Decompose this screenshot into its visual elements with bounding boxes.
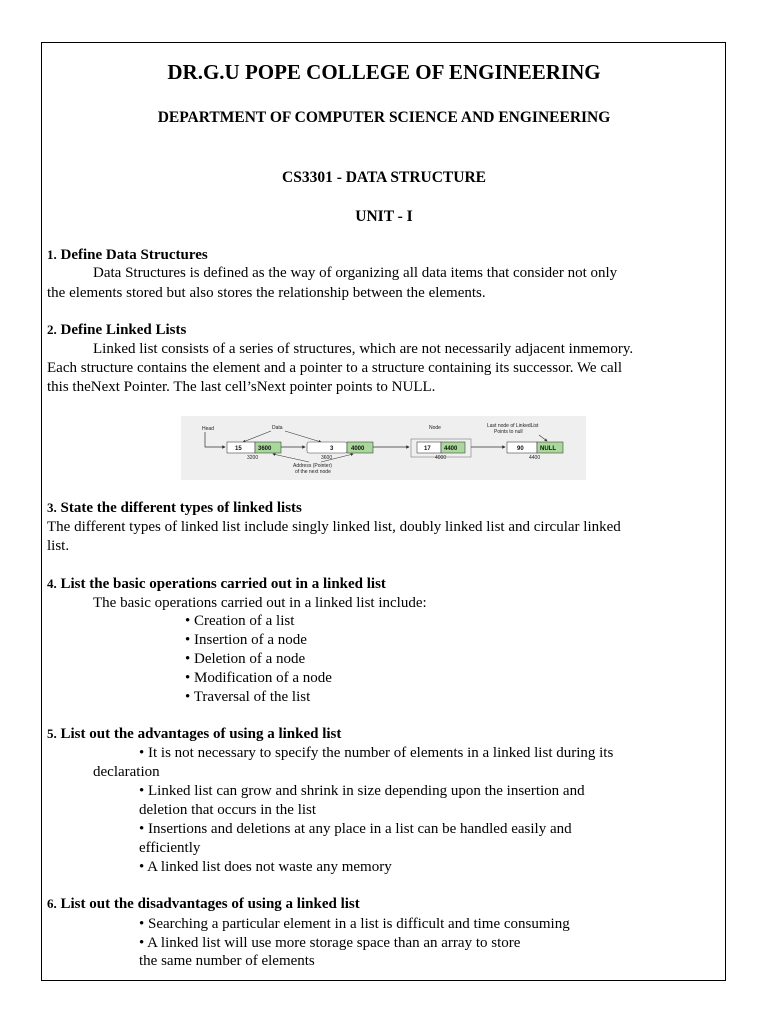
list-item: • Creation of a list (185, 613, 295, 629)
linked-list-diagram (181, 416, 586, 480)
node-address: 3600 (321, 455, 333, 461)
question-number: 2. (47, 322, 57, 337)
node-value: 3 (330, 446, 334, 452)
question-2-heading (47, 322, 186, 339)
question-title: Define Linked Lists (60, 322, 187, 338)
node-value: 90 (517, 446, 524, 452)
answer-line: list. (47, 538, 70, 554)
answer-intro: The basic operations carried out in a linked list include: (93, 595, 427, 611)
last-node-note: Last node of LinkedList (487, 423, 539, 429)
list-item: • A linked list does not waste any memory (139, 859, 392, 875)
answer-line: the elements stored but also stores the relationship between the elements. (47, 285, 486, 301)
node-label: Node (429, 425, 441, 431)
question-4-heading (47, 576, 386, 593)
last-node-note: Points to null (494, 429, 523, 435)
address-label: Address (Pointer) (293, 463, 332, 469)
node-pointer: NULL (540, 446, 556, 452)
answer-line: Each structure contains the element and a pointer to a structure containing its successor. We call (47, 360, 622, 376)
head-arrow (205, 432, 225, 447)
list-item: • Traversal of the list (185, 689, 311, 705)
linked-list-svg (181, 416, 586, 480)
list-item: • Searching a particular element in a list is difficult and time consuming (139, 916, 570, 932)
question-5-heading (47, 726, 341, 743)
answer-line: this theNext Pointer. The last cell’sNext pointer points to NULL. (47, 379, 436, 395)
list-item: • A linked list will use more storage space than an array to store (139, 935, 521, 951)
node-pointer: 3600 (258, 446, 272, 452)
question-number: 6. (47, 896, 57, 911)
list-item: • Deletion of a node (185, 651, 306, 667)
course-title: CS3301 - DATA STRUCTURE (282, 169, 486, 186)
college-title: DR.G.U POPE COLLEGE OF ENGINEERING (167, 60, 601, 84)
list-item-continued: efficiently (139, 840, 201, 856)
data-arrow (285, 431, 321, 442)
node-value-cell (307, 442, 347, 453)
answer-line: Linked list consists of a series of structures, which are not necessarily adjacent inmemory. (93, 341, 634, 357)
answer-line: Data Structures is defined as the way of organizing all data items that consider not only (93, 265, 618, 281)
question-3-heading (47, 500, 302, 517)
list-item: • Insertions and deletions at any place in a list can be handled easily and (139, 821, 572, 837)
address-arrow (273, 454, 309, 462)
node-value: 17 (424, 446, 431, 452)
list-item-continued: the same number of elements (139, 953, 315, 969)
question-6-heading (47, 896, 360, 913)
list-item: • It is not necessary to specify the number of elements in a linked list during its (139, 745, 614, 761)
question-title: State the different types of linked lists (60, 500, 302, 516)
question-number: 1. (47, 247, 57, 262)
null-arrow (539, 435, 547, 441)
list-item: • Modification of a node (185, 670, 332, 686)
list-item-continued: declaration (93, 764, 160, 780)
head-label: Head (202, 426, 214, 432)
question-title: Define Data Structures (60, 247, 208, 263)
node-pointer: 4000 (351, 446, 365, 452)
unit-title: UNIT - I (355, 208, 413, 225)
list-item: • Insertion of a node (185, 632, 307, 648)
question-title: List the basic operations carried out in a linked list (60, 576, 386, 592)
data-label: Data (272, 425, 283, 431)
node-value: 15 (235, 446, 242, 452)
question-number: 5. (47, 726, 57, 741)
question-number: 4. (47, 576, 57, 591)
question-title: List out the disadvantages of using a linked list (60, 896, 360, 912)
node-pointer: 4400 (444, 446, 458, 452)
node-address: 4000 (435, 455, 447, 461)
answer-line: The different types of linked list include singly linked list, doubly linked list and circular linked (47, 519, 621, 535)
question-title: List out the advantages of using a linked list (60, 726, 342, 742)
question-number: 3. (47, 500, 57, 515)
list-item-continued: deletion that occurs in the list (139, 802, 317, 818)
node-address: 3200 (247, 455, 259, 461)
question-1-heading (47, 247, 208, 264)
list-item: • Linked list can grow and shrink in size depending upon the insertion and (139, 783, 585, 799)
node-address: 4400 (529, 455, 541, 461)
data-arrow (243, 431, 271, 442)
address-label: of the next node (295, 469, 331, 475)
department-title: DEPARTMENT OF COMPUTER SCIENCE AND ENGINEERING (157, 109, 611, 126)
